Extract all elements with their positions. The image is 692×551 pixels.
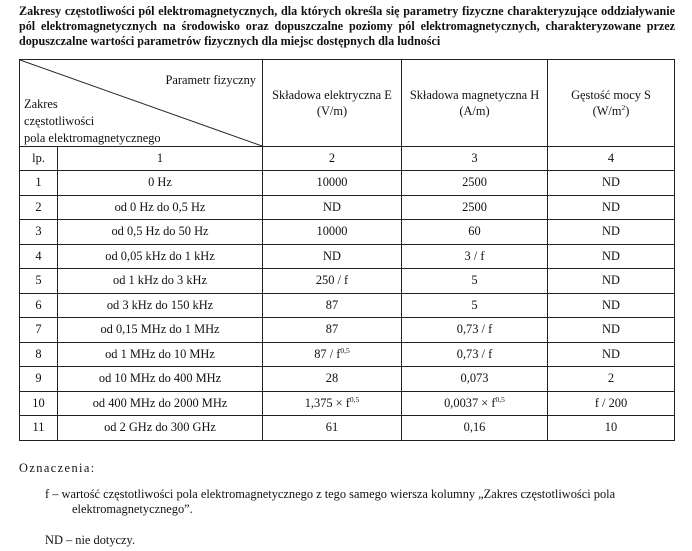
table-row <box>20 171 675 196</box>
table-row <box>20 318 675 343</box>
power-density-value: ND <box>548 269 675 294</box>
physical-parameter-label: Parametr fizyczny <box>165 73 256 87</box>
frequency-range: od 400 MHz do 2000 MHz <box>58 391 263 416</box>
table-row <box>20 220 675 245</box>
magnetic-value: $0,0037 \times f^{0,5}$ <box>402 391 548 416</box>
header-magnetic-component: Składowa magnetyczna H (A/m) <box>402 60 548 147</box>
row-number: 2 <box>20 195 58 220</box>
header-power-density: Gęstość mocy S $(W/m^2)$ <box>548 60 675 147</box>
document-title: Zakresy częstotliwości pól elektromagnetycznych, dla których określa się parametry fizyczne charakteryzujące oddziaływanie pól elektromagnetycznych na środowisko oraz dopuszczalne poziomy pól elektromagnetycznych, charakteryzowane przez dopuszczalne wartości parametrów fizycznych dla miejsc dostępnych dla ludności <box>19 4 675 48</box>
table-row <box>20 269 675 294</box>
numbering-cell: 4 <box>548 147 675 171</box>
electric-value: $87 / f^{0,5}$ <box>263 342 402 367</box>
row-number: 11 <box>20 416 58 441</box>
legend <box>19 460 679 548</box>
frequency-range: 0 Hz <box>58 171 263 196</box>
electric-value: 87 <box>263 293 402 318</box>
table-row <box>20 367 675 392</box>
column-numbering-row <box>20 147 675 171</box>
numbering-cell: 3 <box>402 147 548 171</box>
power-density-value: ND <box>548 195 675 220</box>
power-density-value: f / 200 <box>548 391 675 416</box>
magnetic-value: 0,073 <box>402 367 548 392</box>
electric-value: 87 <box>263 318 402 343</box>
table-row <box>20 391 675 416</box>
row-number: 7 <box>20 318 58 343</box>
legend-f-definition-continued: elektromagnetycznego”. <box>72 502 193 516</box>
magnetic-value: 0,16 <box>402 416 548 441</box>
frequency-range-label: Zakres częstotliwości pola elektromagnetycznego <box>24 97 161 145</box>
power-density-value: ND <box>548 293 675 318</box>
header-row <box>20 60 675 147</box>
frequency-range: od 0,5 Hz do 50 Hz <box>58 220 263 245</box>
magnetic-value: 5 <box>402 293 548 318</box>
power-density-value: ND <box>548 171 675 196</box>
electric-value: 10000 <box>263 171 402 196</box>
table-row <box>20 293 675 318</box>
power-density-value: ND <box>548 318 675 343</box>
electric-value: 250 / f <box>263 269 402 294</box>
power-density-value: 10 <box>548 416 675 441</box>
numbering-cell: 1 <box>58 147 263 171</box>
electric-value: $1,375 \times f^{0,5}$ <box>263 391 402 416</box>
legend-title: Oznaczenia: <box>19 461 96 475</box>
table-row <box>20 342 675 367</box>
numbering-cell: 2 <box>263 147 402 171</box>
frequency-range: od 10 MHz do 400 MHz <box>58 367 263 392</box>
magnetic-value: 5 <box>402 269 548 294</box>
header-electric-component: Składowa elektryczna E (V/m) <box>263 60 402 147</box>
frequency-range: od 0,05 kHz do 1 kHz <box>58 244 263 269</box>
power-density-value: ND <box>548 342 675 367</box>
table-row <box>20 416 675 441</box>
row-number: 6 <box>20 293 58 318</box>
magnetic-value: 3 / f <box>402 244 548 269</box>
row-number: 5 <box>20 269 58 294</box>
electric-value: ND <box>263 195 402 220</box>
power-density-value: ND <box>548 220 675 245</box>
limits-table <box>19 59 675 441</box>
frequency-range: od 3 kHz do 150 kHz <box>58 293 263 318</box>
row-number: 1 <box>20 171 58 196</box>
legend-f-definition: f – wartość częstotliwości pola elektromagnetycznego z tego samego wiersza kolumny „Zakres częstotliwości pola <box>45 487 616 501</box>
frequency-range: od 0 Hz do 0,5 Hz <box>58 195 263 220</box>
numbering-cell: lp. <box>20 147 58 171</box>
electric-value: 28 <box>263 367 402 392</box>
row-number: 10 <box>20 391 58 416</box>
magnetic-value: 0,73 / f <box>402 342 548 367</box>
row-number: 9 <box>20 367 58 392</box>
row-number: 3 <box>20 220 58 245</box>
magnetic-value: 2500 <box>402 195 548 220</box>
frequency-range: od 1 MHz do 10 MHz <box>58 342 263 367</box>
magnetic-value: 60 <box>402 220 548 245</box>
magnetic-value: 0,73 / f <box>402 318 548 343</box>
legend-nd-definition: ND – nie dotyczy. <box>45 533 136 547</box>
table-row <box>20 195 675 220</box>
row-number: 8 <box>20 342 58 367</box>
electric-value: ND <box>263 244 402 269</box>
diagonal-header-cell <box>20 60 263 147</box>
row-number: 4 <box>20 244 58 269</box>
frequency-range: od 0,15 MHz do 1 MHz <box>58 318 263 343</box>
electric-value: 61 <box>263 416 402 441</box>
magnetic-value: 2500 <box>402 171 548 196</box>
frequency-range: od 2 GHz do 300 GHz <box>58 416 263 441</box>
table-row <box>20 244 675 269</box>
power-density-value: 2 <box>548 367 675 392</box>
electric-value: 10000 <box>263 220 402 245</box>
frequency-range: od 1 kHz do 3 kHz <box>58 269 263 294</box>
power-density-value: ND <box>548 244 675 269</box>
